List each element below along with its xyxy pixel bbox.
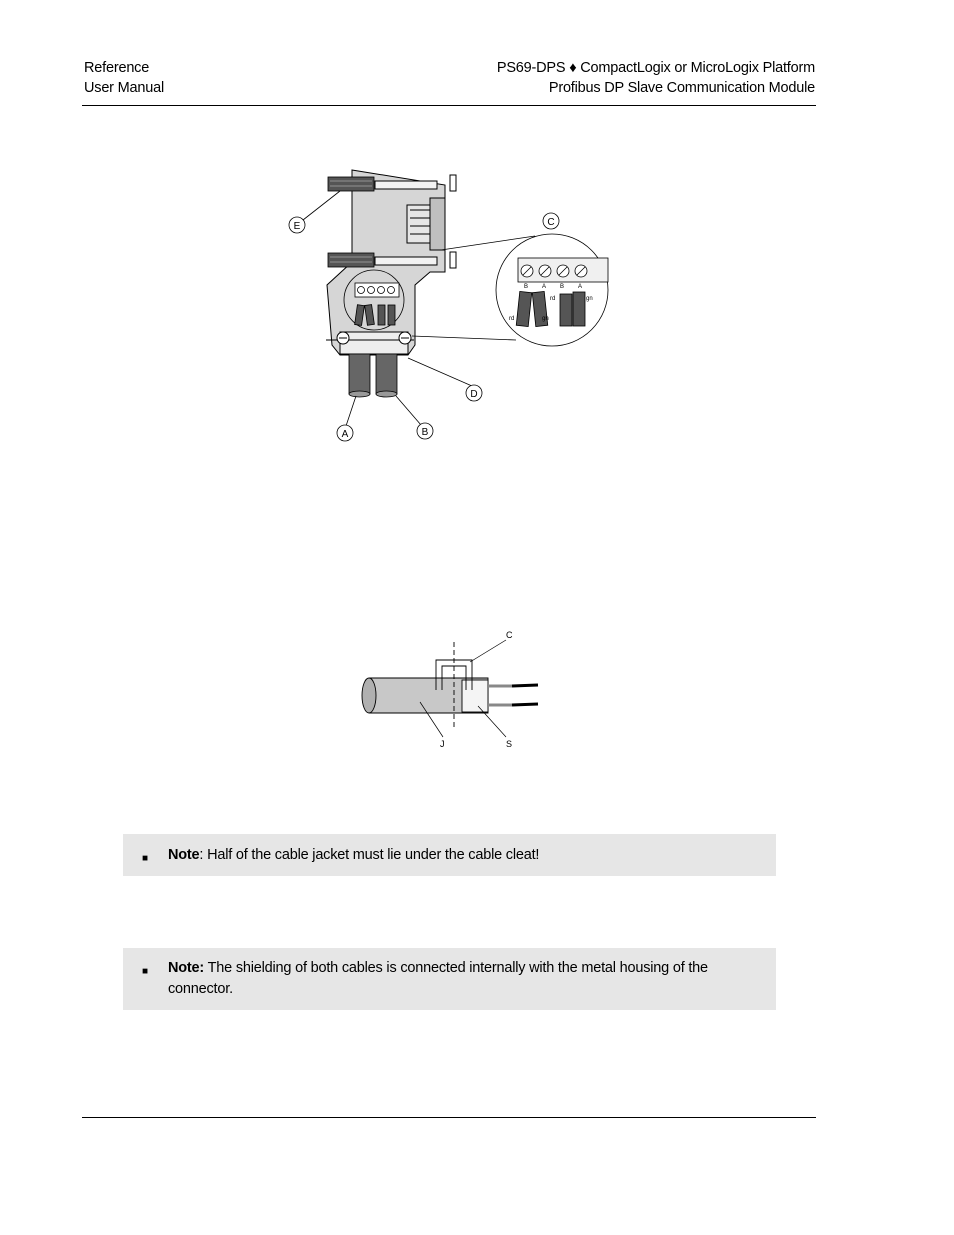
header-left (84, 58, 164, 98)
terminal-label-a1: A (542, 284, 547, 290)
connector-diagram (270, 160, 630, 450)
wire-label-rd2: rd (550, 296, 556, 302)
header-divider (82, 105, 816, 106)
note-text: : Half of the cable jacket must lie under the cable cleat! (199, 847, 540, 863)
note-text: The shielding of both cables is connected internally with the metal housing of the connector. (168, 960, 708, 997)
header-section-title: Reference (84, 60, 150, 76)
wire-label-rd1: rd (509, 316, 515, 322)
note-cable-jacket (123, 834, 776, 876)
terminal-label-b2: B (560, 284, 565, 290)
cable-cores (488, 685, 538, 705)
terminal-label-b1: B (524, 284, 529, 290)
bullet-icon: ■ (142, 853, 148, 864)
header-product-title: PS69-DPS ♦ CompactLogix or MicroLogix Platform (496, 60, 815, 76)
callout-b: B (421, 427, 429, 438)
note-shielding (123, 948, 776, 1010)
terminal-label-a2: A (578, 284, 583, 290)
wire-label-gn1: gn (542, 316, 549, 322)
callout-e: E (293, 221, 301, 232)
bullet-icon: ■ (142, 966, 148, 977)
callout-d: D (470, 389, 478, 400)
note-label: Note (168, 847, 200, 863)
callout-c: C (547, 217, 555, 228)
wire-label-gn2: gn (586, 296, 593, 302)
cables (349, 354, 397, 397)
label-s: S (506, 739, 513, 749)
label-j: J (440, 739, 445, 749)
note-label: Note: (168, 960, 205, 976)
label-c: C (506, 630, 513, 640)
header-right (497, 58, 815, 98)
header-document-type: User Manual (84, 80, 164, 96)
cable-preparation-diagram (355, 625, 555, 755)
footer-divider (82, 1117, 816, 1118)
callout-a: A (341, 429, 349, 440)
header-product-subtitle: Profibus DP Slave Communication Module (548, 80, 815, 96)
